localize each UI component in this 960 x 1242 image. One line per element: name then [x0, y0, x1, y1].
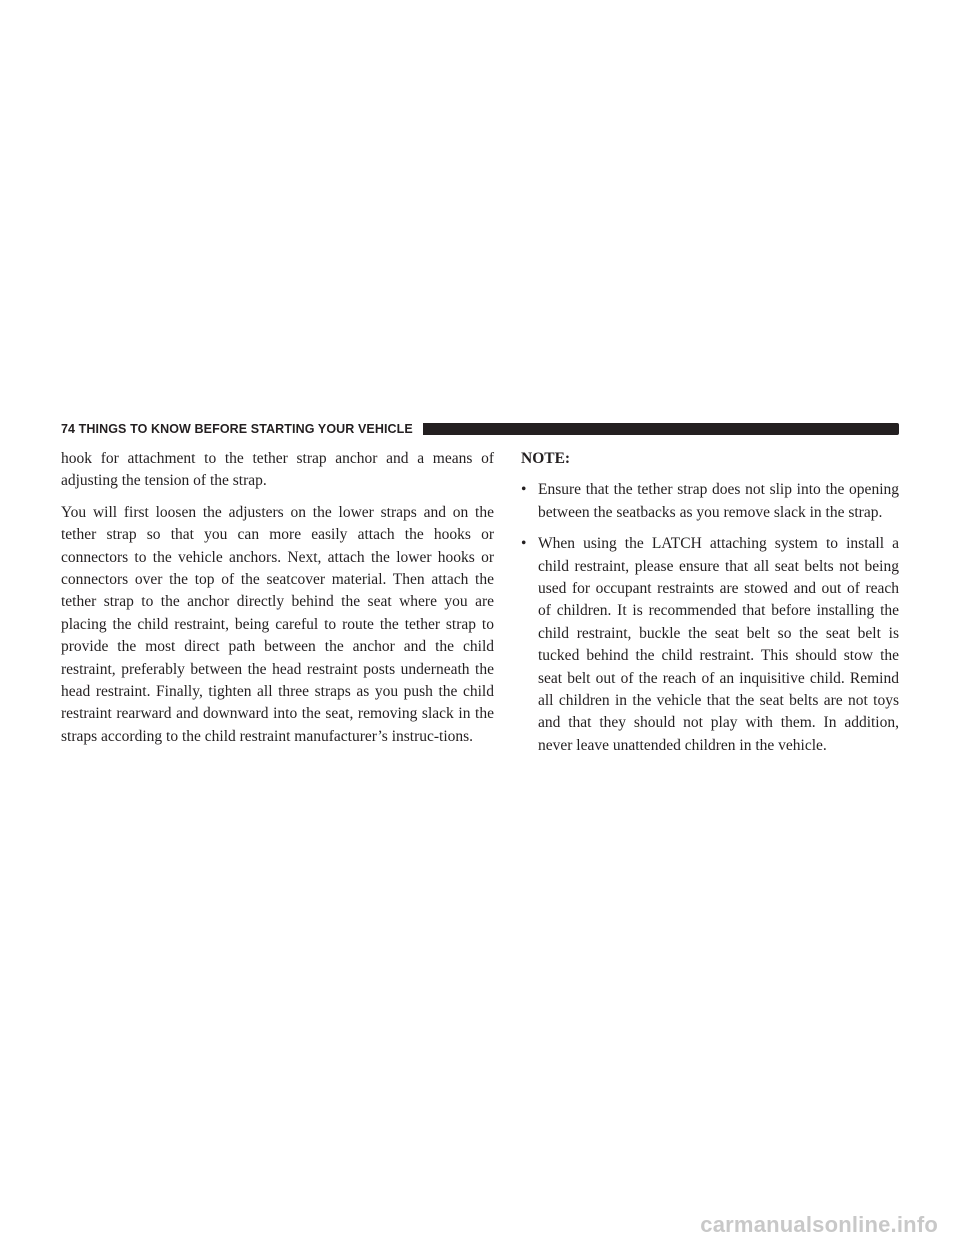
paragraph-hook-attachment: hook for attachment to the tether strap anchor and a means of adjusting the tension of the strap. — [61, 450, 494, 490]
left-column — [61, 448, 494, 757]
note-bullet-text: When using the LATCH attaching system to install a child restraint, please ensure that all seat belts not being used for occupant restraints are stowed and out of reach of children. It is recommended that before installing the child restraint, buckle the seat belt so the seat belt is tucked behind the child restraint. This should stow the seat belt out of the reach of an inquisitive child. Remind all children in the vehicle that the seat belts are not toys and that they should not play with them. In addition, never leave unattended children in the vehicle. — [538, 535, 899, 754]
note-bullet-item — [521, 479, 899, 524]
note-label: NOTE: — [521, 450, 571, 467]
bullet-icon: • — [521, 535, 527, 553]
watermark-text: carmanualsonline.info — [700, 1212, 938, 1237]
note-bullet-item — [521, 533, 899, 757]
page-header — [61, 420, 899, 438]
page-header-title: 74 THINGS TO KNOW BEFORE STARTING YOUR VEHICLE — [61, 422, 413, 436]
paragraph-latch-install-steps: You will first loosen the adjusters on the lower straps and on the tether strap so that you can more easily attach the hooks or connectors to the vehicle anchors. Next, attach the lower hooks or connectors over the top of the seatcover material. Then attach the tether strap to the anchor directly behind the seat where you are placing the child restraint, being careful to route the tether strap to provide the most direct path between the anchor and the child restraint, preferably between the head restraint posts underneath the head restraint. Finally, tighten all three straps as you push the child restraint rearward and downward into the seat, removing slack in the straps according to the child restraint manufacturer’s instruc-tions. — [61, 503, 494, 745]
right-column — [521, 448, 899, 766]
note-bullet-text: Ensure that the tether strap does not slip into the opening between the seatbacks as you remove slack in the strap. — [538, 481, 899, 521]
bullet-icon: • — [521, 481, 527, 499]
header-rule-bar — [423, 423, 899, 435]
